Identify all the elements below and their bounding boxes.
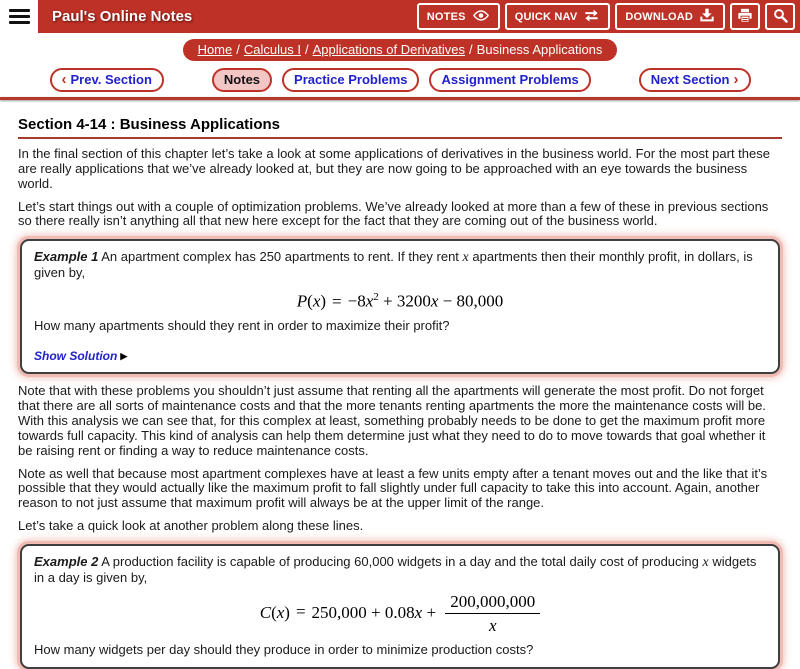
example-2-formula <box>34 592 766 636</box>
formula-2-term1: 250,000 + 0.08 <box>311 602 415 622</box>
example-1-box <box>20 239 780 374</box>
formula-1-equals: = <box>332 291 342 311</box>
example-2-math-var: x <box>702 554 709 570</box>
download-button-label: DOWNLOAD <box>625 10 693 23</box>
paragraph-lead-in: Let’s take a quick look at another problem along these lines. <box>18 517 364 533</box>
page-title: Section 4-14 : Business Applications <box>18 116 782 139</box>
prev-section-label: Prev. Section <box>70 72 152 87</box>
formula-2-var: x <box>276 602 285 622</box>
formula-2-numerator: 200,000,000 <box>450 591 536 611</box>
formula-2-denominator: x <box>445 613 540 635</box>
formula-1-term3: − 80,000 <box>438 291 504 311</box>
formula-2-lparen: ( <box>271 602 277 622</box>
example-2-label: Example 2 <box>34 553 99 569</box>
printer-icon <box>737 8 753 26</box>
tab-practice-problems-label: Practice Problems <box>294 72 408 87</box>
eye-icon <box>472 10 490 24</box>
breadcrumb-separator: / <box>304 42 309 57</box>
triangle-right-icon: ▶ <box>120 351 128 362</box>
formula-2-var2: x <box>414 602 423 622</box>
example-1-question: How many apartments should they rent in order to maximize their profit? <box>34 317 450 333</box>
tab-notes-label: Notes <box>223 72 261 87</box>
show-solution-link[interactable] <box>34 350 766 364</box>
breadcrumb-row <box>0 39 800 61</box>
breadcrumb-link-calculus-i[interactable]: Calculus I <box>243 42 301 57</box>
example-1-intro <box>34 250 766 281</box>
example-1-label: Example 1 <box>34 249 99 265</box>
next-section-button[interactable] <box>639 68 751 92</box>
paragraph-note-vacancy: Note as well that because most apartment complexes have at least a few units empty after a tenant moves out and the like that it’s possible that they would actually like the maximum profit to fall slightly under full capacity to take this into account. Again, another reason to not just assume that maximum profit will always be at the upper limit of the range. <box>18 465 768 511</box>
example-2-text-b: widgets in a day is given by, <box>34 553 757 585</box>
formula-1-term2: + 3200 <box>378 291 431 311</box>
formula-1-exponent: 2 <box>373 290 379 303</box>
tab-assignment-problems[interactable] <box>429 68 590 92</box>
formula-1-term1: −8 <box>347 291 366 311</box>
example-2-box <box>20 544 780 669</box>
breadcrumb-link-home[interactable]: Home <box>197 42 233 57</box>
formula-2-fraction <box>445 592 540 636</box>
search-button[interactable] <box>765 3 795 30</box>
formula-1-var2: x <box>365 291 374 311</box>
formula-1-rparen: ) <box>320 291 327 311</box>
paragraph-optimization: Let’s start things out with a couple of optimization problems. We’ve already looked at more than a few of these in previous sections so there really isn’t anything all that new here except for the fact that they are coming out of the business world. <box>18 198 769 229</box>
next-section-label: Next Section <box>650 72 730 87</box>
hamburger-menu-button[interactable] <box>0 0 38 33</box>
main-content <box>0 116 800 669</box>
formula-2-plus: + <box>422 602 441 622</box>
tab-notes[interactable] <box>212 68 272 92</box>
hamburger-icon <box>9 6 30 27</box>
notes-button[interactable] <box>417 3 500 30</box>
tab-assignment-problems-label: Assignment Problems <box>441 72 579 87</box>
site-title[interactable]: Paul's Online Notes <box>52 8 193 25</box>
swap-arrows-icon <box>583 9 600 25</box>
formula-2-equals: = <box>295 602 306 622</box>
example-2-question: How many widgets per day should they produce in order to minimize production costs? <box>34 642 534 658</box>
section-nav <box>0 68 800 92</box>
header-divider <box>0 97 800 100</box>
header-buttons <box>417 3 795 30</box>
search-icon <box>773 8 788 26</box>
quick-nav-button-label: QUICK NAV <box>514 10 578 23</box>
prev-section-button[interactable] <box>50 68 164 92</box>
formula-2-rparen: ) <box>284 602 290 622</box>
header-red-bar <box>38 0 800 33</box>
formula-2-function: C <box>259 602 272 622</box>
example-1-text-a: An apartment complex has 250 apartments to rent. If they rent <box>98 249 463 265</box>
breadcrumb-current-page: Business Applications <box>476 42 603 57</box>
formula-1-var3: x <box>430 291 439 311</box>
breadcrumb-link-applications-of-derivatives[interactable]: Applications of Derivatives <box>312 42 466 57</box>
example-1-formula <box>34 291 766 311</box>
breadcrumb-separator: / <box>236 42 240 57</box>
notes-button-label: NOTES <box>426 10 466 23</box>
breadcrumb-separator: / <box>469 42 473 57</box>
print-button[interactable] <box>730 3 760 30</box>
example-1-text-b: apartments then their monthly profit, in dollars, is given by, <box>34 249 753 281</box>
breadcrumb <box>183 39 618 61</box>
chevron-right-icon: › <box>733 71 739 88</box>
paragraph-intro: In the final section of this chapter let’s take a look at some applications of derivatives in the business world. For the most part these are really applications that we’ve already looked at, but they are now going to be approached with an eye towards the business world. <box>18 146 770 191</box>
formula-1-function: P <box>296 291 308 311</box>
quick-nav-button[interactable] <box>505 3 611 30</box>
paragraph-note-maintenance: Note that with these problems you shouldn’t just assume that renting all the apartments will generate the most profit. Do not forget that there are all sorts of maintenance costs and that the more tenants renting apartments the more the maintenance costs will be. With this analysis we can see that, for this complex at least, something probably needs to be done to get the maximum profit more towards full capacity. This kind of analysis can help them determine just what they need to do to move towards that goal whether it be raising rent or finding a way to reduce maintenance costs. <box>18 383 766 458</box>
example-2-text-a: A production facility is capable of producing 60,000 widgets in a day and the total daily cost of producing <box>98 553 703 569</box>
example-2-intro <box>34 555 766 586</box>
header-bar <box>0 0 800 33</box>
tab-practice-problems[interactable] <box>282 68 419 92</box>
formula-1-var: x <box>312 291 321 311</box>
download-button[interactable] <box>615 3 725 30</box>
download-icon <box>699 8 715 25</box>
example-1-math-var: x <box>462 250 469 266</box>
show-solution-label: Show Solution <box>34 348 118 363</box>
formula-1-lparen: ( <box>307 291 313 311</box>
chevron-left-icon: ‹ <box>61 71 67 88</box>
